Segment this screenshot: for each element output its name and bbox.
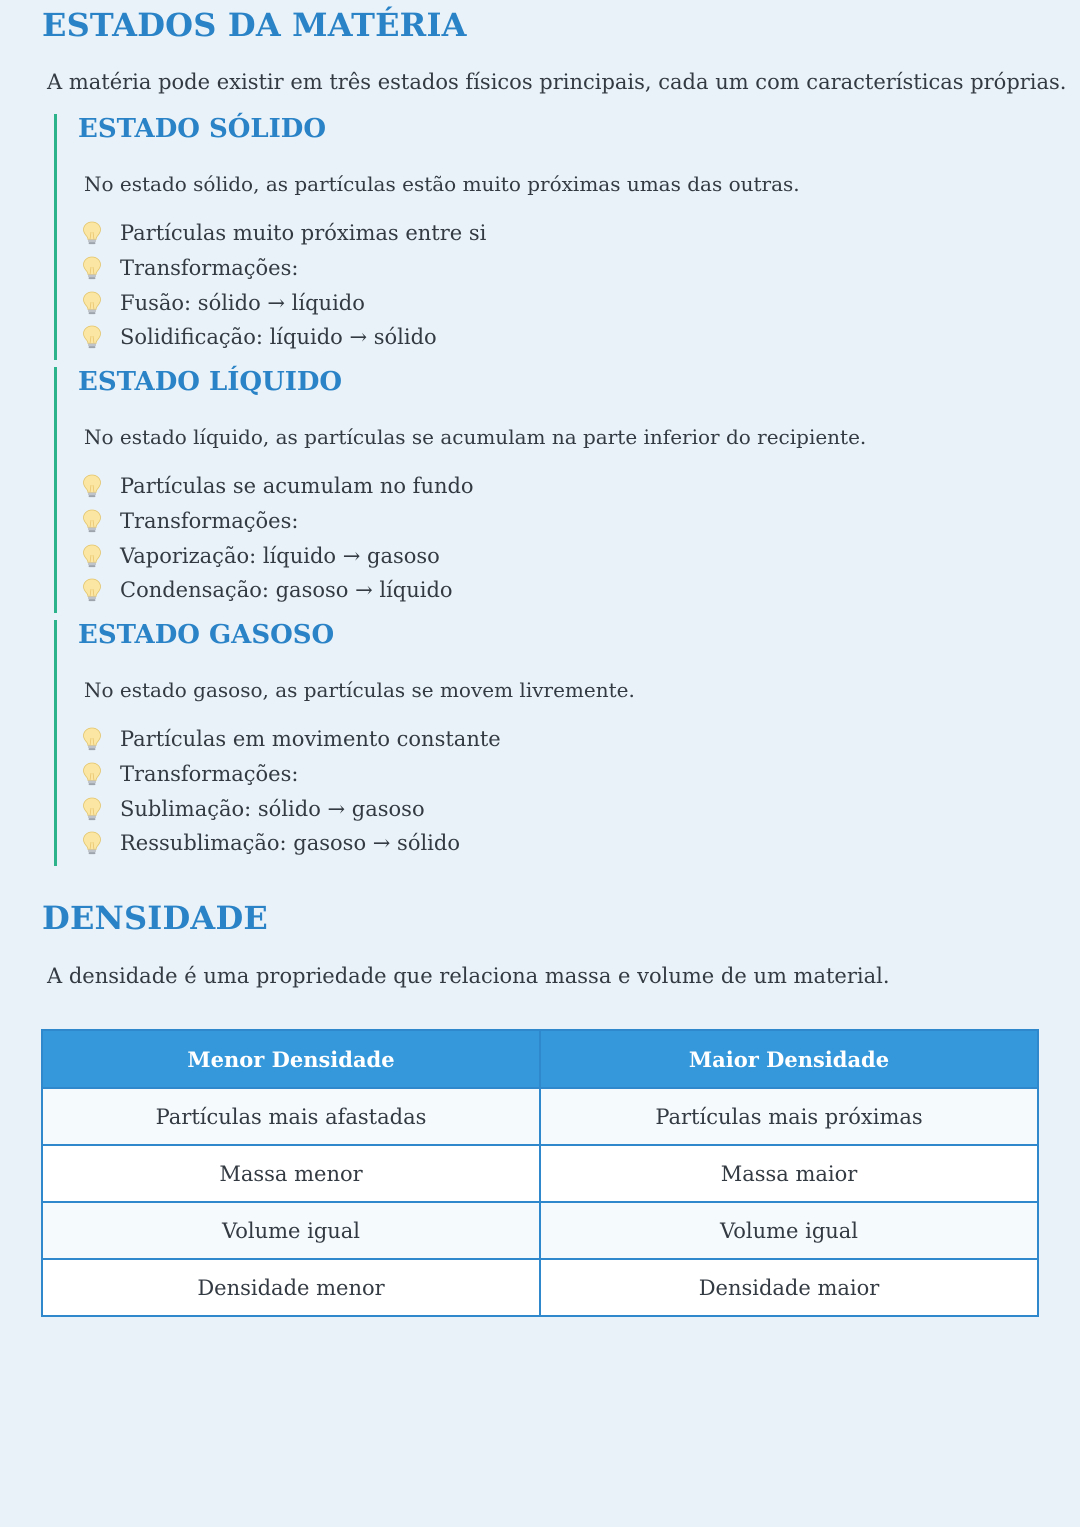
table-row xyxy=(42,1088,1038,1145)
list-item-text: Transformações: xyxy=(120,509,299,534)
states-intro: A matéria pode existir em três estados físicos principais, cada um com características próprias. xyxy=(47,70,1067,94)
table-cell: Partículas mais próximas xyxy=(540,1088,1038,1145)
table-header-row xyxy=(42,1030,1038,1088)
list-item xyxy=(79,469,474,504)
lightbulb-icon xyxy=(79,473,105,499)
list-item-text: Transformações: xyxy=(120,762,299,787)
list-item xyxy=(79,538,474,573)
density-title: DENSIDADE xyxy=(42,899,268,937)
column-header-higher-density: Maior Densidade xyxy=(540,1030,1038,1088)
list-item xyxy=(79,504,474,539)
section-list-gas xyxy=(79,722,501,861)
section-heading-gas: ESTADO GASOSO xyxy=(78,620,335,650)
list-item-text: Solidificação: líquido → sólido xyxy=(120,325,437,350)
list-item xyxy=(79,826,501,861)
section-description-solid: No estado sólido, as partículas estão muito próximas umas das outras. xyxy=(84,172,800,196)
table-cell: Densidade menor xyxy=(42,1259,540,1316)
list-item xyxy=(79,573,474,608)
lightbulb-icon xyxy=(79,290,105,316)
page-title: ESTADOS DA MATÉRIA xyxy=(42,6,467,44)
section-liquid xyxy=(54,367,1017,613)
lightbulb-icon xyxy=(79,255,105,281)
table-row xyxy=(42,1259,1038,1316)
list-item-text: Sublimação: sólido → gasoso xyxy=(120,796,425,821)
list-item xyxy=(79,251,486,286)
table-cell: Volume igual xyxy=(540,1202,1038,1259)
lightbulb-icon xyxy=(79,543,105,569)
list-item xyxy=(79,757,501,792)
list-item xyxy=(79,722,501,757)
lightbulb-icon xyxy=(79,220,105,246)
column-header-lower-density: Menor Densidade xyxy=(42,1030,540,1088)
lightbulb-icon xyxy=(79,508,105,534)
section-description-liquid: No estado líquido, as partículas se acumulam na parte inferior do recipiente. xyxy=(84,425,867,449)
list-item-text: Partículas se acumulam no fundo xyxy=(120,474,474,499)
section-description-gas: No estado gasoso, as partículas se movem livremente. xyxy=(84,678,635,702)
table-cell: Massa maior xyxy=(540,1145,1038,1202)
section-list-liquid xyxy=(79,469,474,608)
list-item-text: Fusão: sólido → líquido xyxy=(120,290,365,315)
table-cell: Densidade maior xyxy=(540,1259,1038,1316)
table-cell: Massa menor xyxy=(42,1145,540,1202)
section-gas xyxy=(54,620,1017,866)
lightbulb-icon xyxy=(79,324,105,350)
lightbulb-icon xyxy=(79,796,105,822)
lightbulb-icon xyxy=(79,830,105,856)
table-cell: Volume igual xyxy=(42,1202,540,1259)
list-item-text: Condensação: gasoso → líquido xyxy=(120,578,453,603)
list-item-text: Ressublimação: gasoso → sólido xyxy=(120,831,460,856)
lightbulb-icon xyxy=(79,577,105,603)
list-item-text: Partículas em movimento constante xyxy=(120,727,501,752)
lightbulb-icon xyxy=(79,726,105,752)
section-heading-liquid: ESTADO LÍQUIDO xyxy=(78,367,343,397)
list-item-text: Vaporização: líquido → gasoso xyxy=(120,543,440,568)
list-item xyxy=(79,791,501,826)
lightbulb-icon xyxy=(79,761,105,787)
density-table xyxy=(41,1029,1039,1317)
table-cell: Partículas mais afastadas xyxy=(42,1088,540,1145)
section-heading-solid: ESTADO SÓLIDO xyxy=(78,114,327,144)
list-item xyxy=(79,216,486,251)
list-item xyxy=(79,320,486,355)
table-row xyxy=(42,1145,1038,1202)
section-solid xyxy=(54,114,1017,360)
list-item-text: Partículas muito próximas entre si xyxy=(120,221,487,246)
section-list-solid xyxy=(79,216,486,355)
list-item-text: Transformações: xyxy=(120,256,299,281)
table-row xyxy=(42,1202,1038,1259)
density-intro: A densidade é uma propriedade que relaciona massa e volume de um material. xyxy=(47,964,890,988)
list-item xyxy=(79,285,486,320)
